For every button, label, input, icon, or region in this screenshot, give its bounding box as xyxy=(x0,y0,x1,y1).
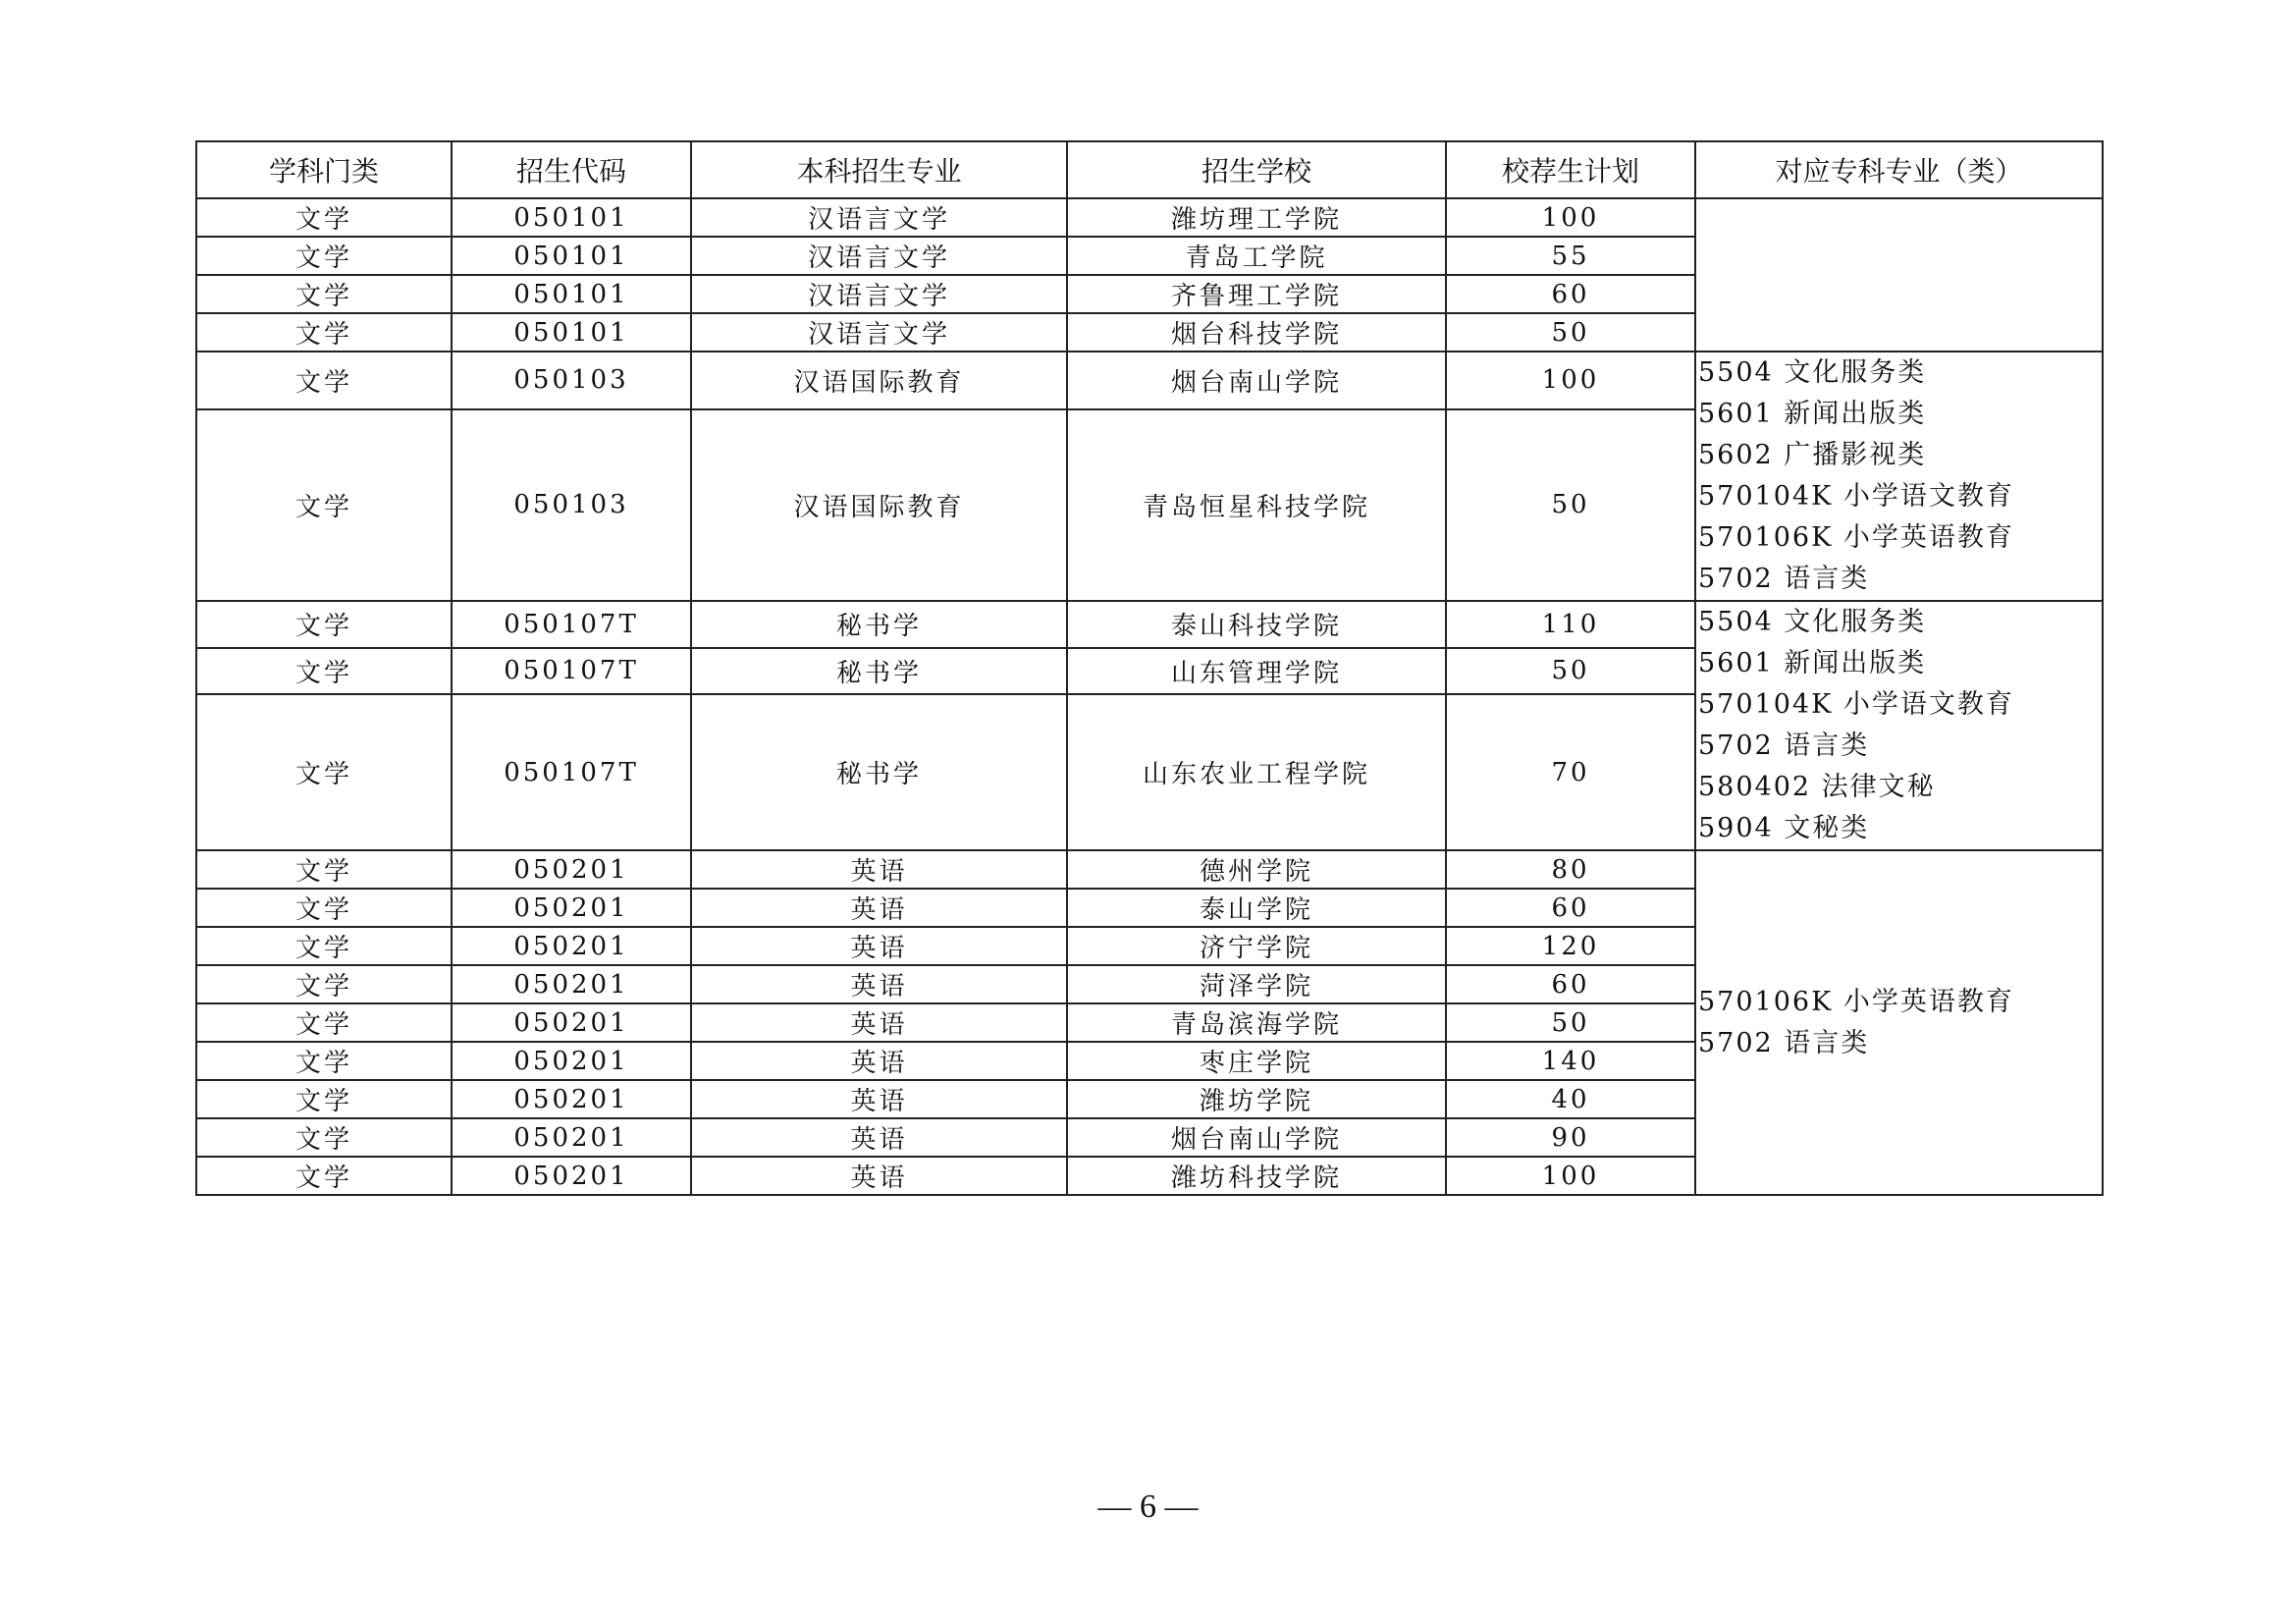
code-cell: 050101 xyxy=(452,313,691,352)
plan-cell: 50 xyxy=(1446,1003,1695,1042)
category-cell: 文学 xyxy=(196,927,452,965)
code-cell: 050201 xyxy=(452,889,691,927)
category-cell: 文学 xyxy=(196,1118,452,1157)
code-cell: 050201 xyxy=(452,1042,691,1080)
major-cell: 英语 xyxy=(691,1118,1067,1157)
category-cell: 文学 xyxy=(196,1080,452,1118)
plan-cell: 60 xyxy=(1446,965,1695,1003)
category-cell: 文学 xyxy=(196,1003,452,1042)
school-cell: 潍坊科技学院 xyxy=(1067,1157,1446,1195)
corresponding-major-cell xyxy=(1695,850,2103,1195)
plan-cell: 55 xyxy=(1446,237,1695,275)
category-cell: 文学 xyxy=(196,313,452,352)
category-cell: 文学 xyxy=(196,352,452,409)
plan-cell: 50 xyxy=(1446,409,1695,601)
school-cell: 枣庄学院 xyxy=(1067,1042,1446,1080)
plan-cell: 90 xyxy=(1446,1118,1695,1157)
header-corresponding-major: 对应专科专业（类） xyxy=(1695,141,2103,198)
code-cell: 050107T xyxy=(452,648,691,695)
school-cell: 潍坊理工学院 xyxy=(1067,198,1446,237)
corresponding-major-line: 570104K 小学语文教育 xyxy=(1698,689,2014,720)
major-cell: 英语 xyxy=(691,1042,1067,1080)
major-cell: 汉语言文学 xyxy=(691,198,1067,237)
corresponding-major-line: 5601 新闻出版类 xyxy=(1698,399,1927,429)
plan-cell: 110 xyxy=(1446,601,1695,648)
code-cell: 050201 xyxy=(452,1080,691,1118)
corresponding-major-line: 570104K 小学语文教育 xyxy=(1698,481,2014,512)
table-row xyxy=(196,198,2103,237)
table-row xyxy=(196,352,2103,409)
school-cell: 青岛恒星科技学院 xyxy=(1067,409,1446,601)
code-cell: 050101 xyxy=(452,237,691,275)
major-cell: 秘书学 xyxy=(691,601,1067,648)
header-category: 学科门类 xyxy=(196,141,452,198)
major-cell: 英语 xyxy=(691,1157,1067,1195)
major-cell: 英语 xyxy=(691,889,1067,927)
plan-cell: 140 xyxy=(1446,1042,1695,1080)
category-cell: 文学 xyxy=(196,694,452,850)
header-row xyxy=(196,141,2103,198)
enrollment-table xyxy=(195,140,2104,1196)
plan-cell: 70 xyxy=(1446,694,1695,850)
school-cell: 菏泽学院 xyxy=(1067,965,1446,1003)
category-cell: 文学 xyxy=(196,409,452,601)
major-cell: 英语 xyxy=(691,927,1067,965)
corresponding-major-line: 570106K 小学英语教育 xyxy=(1698,522,2014,553)
school-cell: 烟台南山学院 xyxy=(1067,1118,1446,1157)
code-cell: 050201 xyxy=(452,1003,691,1042)
major-cell: 英语 xyxy=(691,1003,1067,1042)
header-code: 招生代码 xyxy=(452,141,691,198)
category-cell: 文学 xyxy=(196,648,452,695)
corresponding-major-cell xyxy=(1695,198,2103,352)
code-cell: 050103 xyxy=(452,352,691,409)
corresponding-major-line: 5602 广播影视类 xyxy=(1698,440,1927,470)
plan-cell: 50 xyxy=(1446,648,1695,695)
school-cell: 济宁学院 xyxy=(1067,927,1446,965)
category-cell: 文学 xyxy=(196,1157,452,1195)
page-number: — 6 — xyxy=(1097,1489,1199,1525)
corresponding-major-line: 580402 法律文秘 xyxy=(1698,772,1936,802)
corresponding-major-line: 5702 语言类 xyxy=(1698,731,1870,761)
header-major: 本科招生专业 xyxy=(691,141,1067,198)
header-school: 招生学校 xyxy=(1067,141,1446,198)
plan-cell: 60 xyxy=(1446,275,1695,313)
plan-cell: 120 xyxy=(1446,927,1695,965)
school-cell: 潍坊学院 xyxy=(1067,1080,1446,1118)
code-cell: 050101 xyxy=(452,275,691,313)
corresponding-major-line: 570106K 小学英语教育 xyxy=(1698,986,2014,1017)
plan-cell: 80 xyxy=(1446,850,1695,889)
major-cell: 汉语言文学 xyxy=(691,313,1067,352)
corresponding-major-line: 5702 语言类 xyxy=(1698,1027,1870,1058)
school-cell: 烟台科技学院 xyxy=(1067,313,1446,352)
category-cell: 文学 xyxy=(196,275,452,313)
corresponding-major-line: 5904 文秘类 xyxy=(1698,813,1870,843)
plan-cell: 60 xyxy=(1446,889,1695,927)
table-body xyxy=(196,198,2103,1195)
major-cell: 汉语国际教育 xyxy=(691,409,1067,601)
code-cell: 050107T xyxy=(452,694,691,850)
plan-cell: 100 xyxy=(1446,1157,1695,1195)
major-cell: 秘书学 xyxy=(691,694,1067,850)
code-cell: 050201 xyxy=(452,850,691,889)
code-cell: 050201 xyxy=(452,1118,691,1157)
category-cell: 文学 xyxy=(196,237,452,275)
school-cell: 泰山学院 xyxy=(1067,889,1446,927)
major-cell: 英语 xyxy=(691,965,1067,1003)
plan-cell: 40 xyxy=(1446,1080,1695,1118)
major-cell: 汉语言文学 xyxy=(691,237,1067,275)
school-cell: 德州学院 xyxy=(1067,850,1446,889)
header-plan: 校荐生计划 xyxy=(1446,141,1695,198)
corresponding-major-line: 5702 语言类 xyxy=(1698,564,1870,594)
corresponding-major-line: 5504 文化服务类 xyxy=(1698,357,1927,388)
table-row xyxy=(196,601,2103,648)
code-cell: 050103 xyxy=(452,409,691,601)
code-cell: 050201 xyxy=(452,1157,691,1195)
corresponding-major-cell xyxy=(1695,352,2103,601)
code-cell: 050201 xyxy=(452,927,691,965)
school-cell: 青岛工学院 xyxy=(1067,237,1446,275)
major-cell: 英语 xyxy=(691,1080,1067,1118)
category-cell: 文学 xyxy=(196,198,452,237)
school-cell: 泰山科技学院 xyxy=(1067,601,1446,648)
major-cell: 汉语言文学 xyxy=(691,275,1067,313)
category-cell: 文学 xyxy=(196,1042,452,1080)
school-cell: 烟台南山学院 xyxy=(1067,352,1446,409)
category-cell: 文学 xyxy=(196,965,452,1003)
corresponding-major-line: 5601 新闻出版类 xyxy=(1698,648,1927,678)
corresponding-major-line: 5504 文化服务类 xyxy=(1698,607,1927,637)
major-cell: 英语 xyxy=(691,850,1067,889)
school-cell: 山东农业工程学院 xyxy=(1067,694,1446,850)
code-cell: 050107T xyxy=(452,601,691,648)
plan-cell: 50 xyxy=(1446,313,1695,352)
code-cell: 050201 xyxy=(452,965,691,1003)
category-cell: 文学 xyxy=(196,601,452,648)
table-row xyxy=(196,850,2103,889)
major-cell: 秘书学 xyxy=(691,648,1067,695)
major-cell: 汉语国际教育 xyxy=(691,352,1067,409)
plan-cell: 100 xyxy=(1446,198,1695,237)
corresponding-major-cell xyxy=(1695,601,2103,850)
school-cell: 齐鲁理工学院 xyxy=(1067,275,1446,313)
category-cell: 文学 xyxy=(196,850,452,889)
code-cell: 050101 xyxy=(452,198,691,237)
school-cell: 山东管理学院 xyxy=(1067,648,1446,695)
school-cell: 青岛滨海学院 xyxy=(1067,1003,1446,1042)
category-cell: 文学 xyxy=(196,889,452,927)
plan-cell: 100 xyxy=(1446,352,1695,409)
